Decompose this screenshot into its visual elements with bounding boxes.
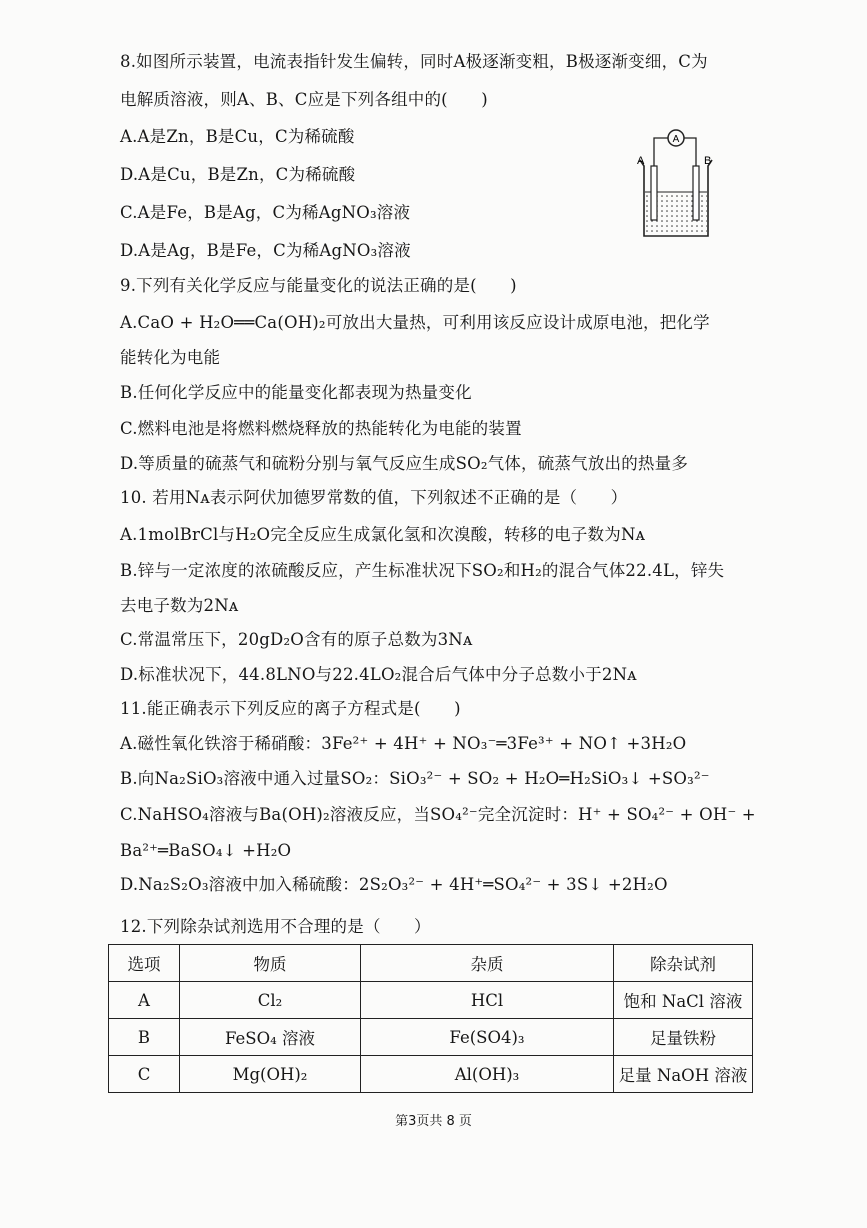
cell-option: C xyxy=(109,1056,180,1093)
cell-substance: FeSO₄ 溶液 xyxy=(180,1019,361,1056)
q10-option-a: A.1molBrCl与H₂O完全反应生成氯化氢和次溴酸，转移的电子数为Nᴀ xyxy=(120,525,646,544)
wire-left xyxy=(654,138,668,166)
header-impurity: 杂质 xyxy=(361,945,614,982)
galvanic-cell-diagram xyxy=(630,124,720,242)
q8-stem-line1: 8.如图所示装置，电流表指针发生偏转，同时A极逐渐变粗，B极逐渐变细，C为 xyxy=(120,52,708,71)
q10-option-b-line1: B.锌与一定浓度的浓硫酸反应，产生标准状况下SO₂和H₂的混合气体22.4L，锌失 xyxy=(120,561,725,580)
q10-option-b-line2: 去电子数为2Nᴀ xyxy=(120,596,239,615)
cell-reagent: 足量铁粉 xyxy=(614,1019,753,1056)
electrode-a xyxy=(651,166,657,220)
q11-option-d: D.Na₂S₂O₃溶液中加入稀硫酸：2S₂O₃²⁻ + 4H⁺═SO₄²⁻ + 3S↓ +2H₂O xyxy=(120,875,668,894)
wire-right xyxy=(684,138,696,166)
q12-stem: 12.下列除杂试剂选用不合理的是（ ） xyxy=(120,917,431,936)
electrode-a-label: A xyxy=(637,155,645,167)
ammeter-label: A xyxy=(672,134,680,145)
q11-option-a: A.磁性氧化铁溶于稀硝酸：3Fe²⁺ + 4H⁺ + NO₃⁻═3Fe³⁺ + NO↑ +3H₂O xyxy=(120,734,687,753)
header-substance: 物质 xyxy=(180,945,361,982)
purification-table xyxy=(108,944,753,1093)
cell-substance: Mg(OH)₂ xyxy=(180,1056,361,1093)
q9-option-c: C.燃料电池是将燃料燃烧释放的热能转化为电能的装置 xyxy=(120,419,522,438)
cell-reagent: 饱和 NaCl 溶液 xyxy=(614,982,753,1019)
cell-impurity: Al(OH)₃ xyxy=(361,1056,614,1093)
header-reagent: 除杂试剂 xyxy=(614,945,753,982)
cell-impurity: HCl xyxy=(361,982,614,1019)
q9-option-d: D.等质量的硫蒸气和硫粉分别与氧气反应生成SO₂气体，硫蒸气放出的热量多 xyxy=(120,454,689,473)
q11-option-c-line2: Ba²⁺═BaSO₄↓ +H₂O xyxy=(120,841,292,860)
q11-option-c-line1: C.NaHSO₄溶液与Ba(OH)₂溶液反应，当SO₄²⁻完全沉淀时：H⁺ + SO₄²⁻ + OH⁻ + xyxy=(120,805,756,824)
q10-stem: 10. 若用Nᴀ表示阿伏加德罗常数的值，下列叙述不正确的是（ ） xyxy=(120,488,628,507)
table-row xyxy=(109,982,753,1019)
q9-option-a-line2: 能转化为电能 xyxy=(120,348,221,367)
q11-option-b: B.向Na₂SiO₃溶液中通入过量SO₂：SiO₃²⁻ + SO₂ + H₂O═H₂SiO₃↓ +SO₃²⁻ xyxy=(120,769,710,788)
q10-option-d: D.标准状况下，44.8LNO与22.4LO₂混合后气体中分子总数小于2Nᴀ xyxy=(120,665,637,684)
cell-substance: Cl₂ xyxy=(180,982,361,1019)
cell-reagent: 足量 NaOH 溶液 xyxy=(614,1056,753,1093)
cell-option: A xyxy=(109,982,180,1019)
cell-option: B xyxy=(109,1019,180,1056)
q8-stem-line2: 电解质溶液，则A、B、C应是下列各组中的( ) xyxy=(120,90,488,109)
q9-option-a-line1: A.CaO + H₂O══Ca(OH)₂可放出大量热，可利用该反应设计成原电池，把化学 xyxy=(120,313,710,332)
table-row xyxy=(109,1019,753,1056)
q8-option-3: C.A是Fe，B是Ag，C为稀AgNO₃溶液 xyxy=(120,203,411,222)
q9-stem: 9.下列有关化学反应与能量变化的说法正确的是( ) xyxy=(120,276,517,295)
page-footer: 第3页共 8 页 xyxy=(395,1114,472,1129)
header-option: 选项 xyxy=(109,945,180,982)
q9-option-b: B.任何化学反应中的能量变化都表现为热量变化 xyxy=(120,383,472,402)
table-header-row xyxy=(109,945,753,982)
q11-stem: 11.能正确表示下列反应的离子方程式是( ) xyxy=(120,699,461,718)
cell-impurity: Fe(SO4)₃ xyxy=(361,1019,614,1056)
electrode-b-label: B xyxy=(704,155,712,167)
q8-option-1: A.A是Zn，B是Cu，C为稀硫酸 xyxy=(120,127,355,146)
q8-option-4: D.A是Ag，B是Fe，C为稀AgNO₃溶液 xyxy=(120,241,411,260)
table-row xyxy=(109,1056,753,1093)
q10-option-c: C.常温常压下，20gD₂O含有的原子总数为3Nᴀ xyxy=(120,630,473,649)
q8-option-2: D.A是Cu，B是Zn，C为稀硫酸 xyxy=(120,165,356,184)
electrode-b xyxy=(693,166,699,220)
